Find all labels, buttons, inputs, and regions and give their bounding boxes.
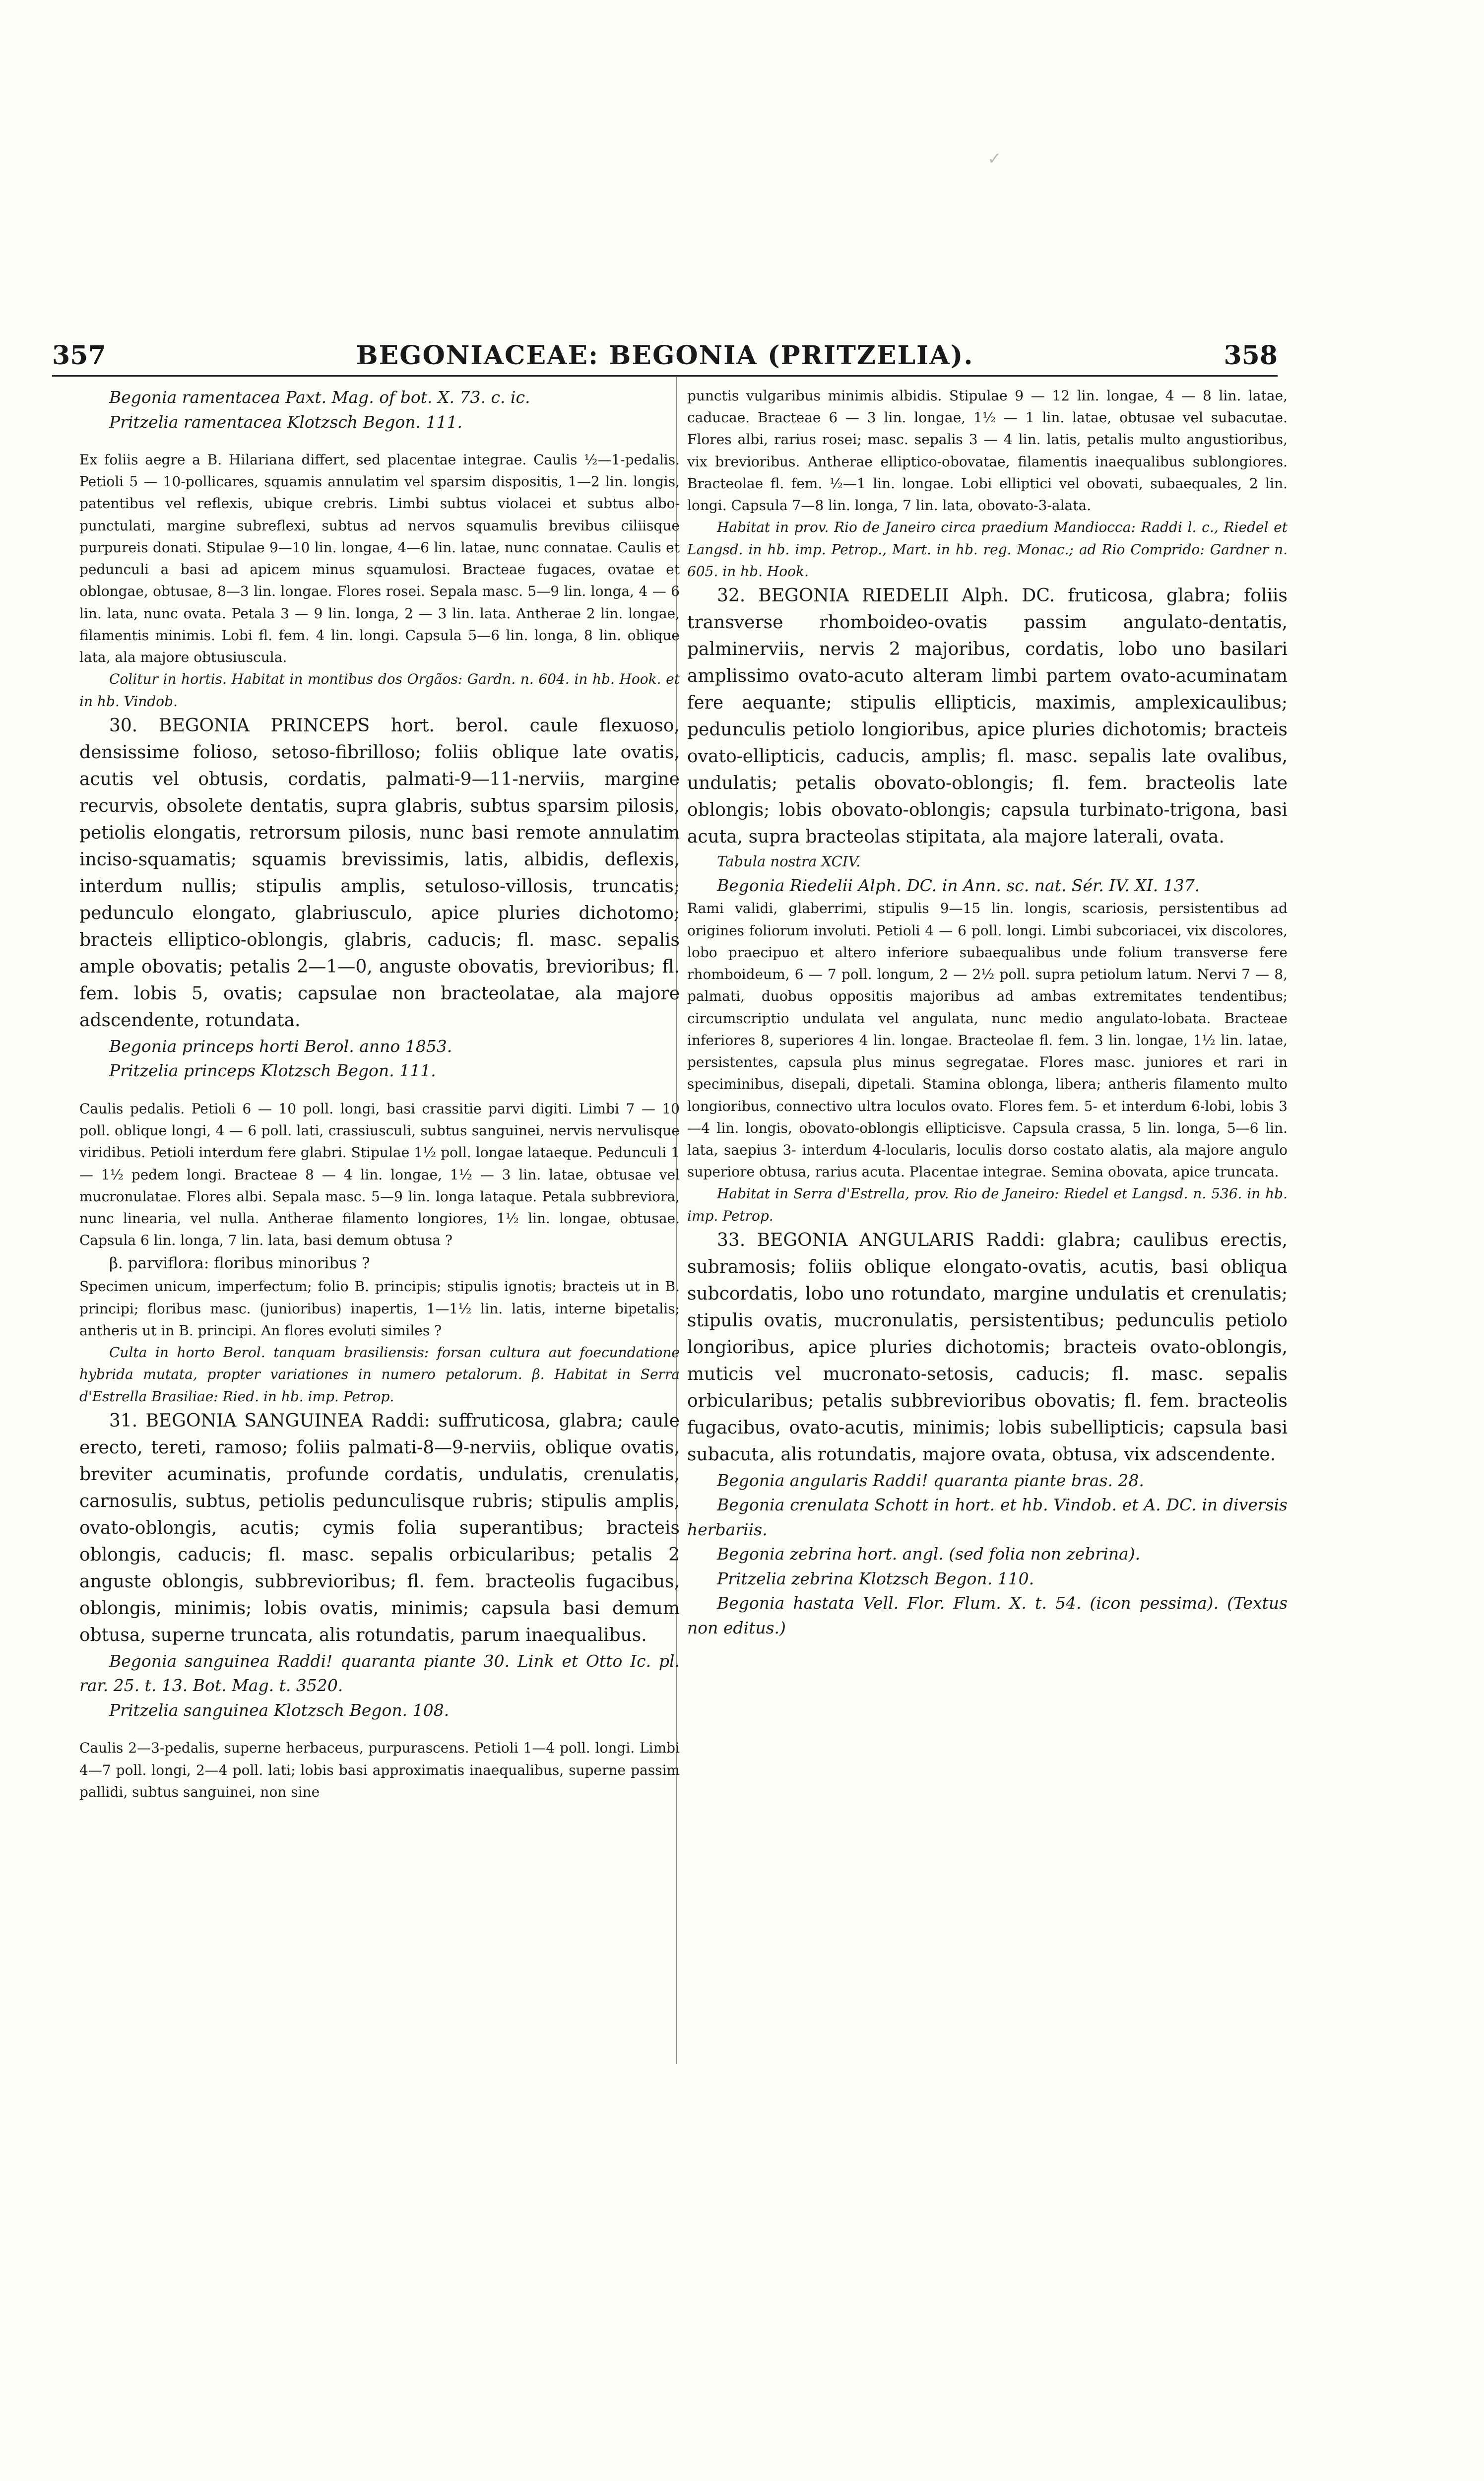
synonyms-angularis	[687, 1468, 1288, 1640]
species-32-riedelii: 32. BEGONIA RIEDELII Alph. DC. fruticosa, glabra; foliis transverse rhomboideo-ovatis passim angulato-dentatis, palminerviis, nervis 2 majoribus, cordatis, lobo uno basilari amplissimo ovato-acuto alteram limbi partem ovato-acuminatam fere aequante; stipulis ellipticis, maximis, amplexicaulibus; pedunculis petiolo longioribus, apice pluries dichotomis; bracteis ovato-ellipticis, caducis, amplis; fl. masc. sepalis late ovalibus, undulatis; petalis obovato-oblongis; fl. fem. bracteolis late oblongis; lobis obovato-oblongis; capsula turbinato-trigona, basi acuta, supra bracteolas stipitata, ala majore laterali, ovata.	[687, 586, 1288, 848]
page-number-right: 358	[1224, 340, 1278, 371]
running-title: BEGONIACEAE: BEGONIA (PRITZELIA).	[356, 340, 974, 371]
page-number-left: 357	[52, 340, 106, 371]
description-parviflora: Specimen unicum, imperfectum; folio B. principis; stipulis ignotis; bracteis ut in B. principi; floribus masc. (junioribus) inapertis, 1—1½ lin. latis, interne bipetalis; antheris ut in B. principi. An flores evoluti similes ?	[79, 1278, 680, 1339]
scan-mark: ✓	[987, 149, 1002, 169]
description-riedelii: Rami validi, glaberrimi, stipulis 9—15 lin. longis, scariosis, persistentibus ad origines foliorum involuti. Petioli 4 — 6 poll. longi. Limbi subcoriacei, vix discolores, lobo praecipuo et altero inferiore subaequalibus unde folium transverse fere rhomboideum, 6 — 7 poll. longum, 2 — 2½ poll. supra petiolum latum. Nervi 7 — 8, palmati, duobus oppositis majoribus ad ambas extremitates tendentibus; circumscriptio undulata vel angulata, nunc medio angulato-lobata. Bracteae inferiores 8, superiores 4 lin. longae. Bracteolae fl. fem. 3 lin. longae, 1½ lin. latae, persistentes, capsula plus minus segregatae. Flores masc. juniores et rari in speciminibus, disepali, dipetali. Stamina oblonga, libera; antheris filamento multo longioribus, connectivo ultra loculos ovato. Flores fem. 5- et interdum 6-lobi, lobis 3—4 lin. longis, obovato-oblongis ellipticisve. Capsula crassa, 5 lin. longa, 5—6 lin. lata, saepius 3- interdum 4-locularis, loculis dorso costato alatis, ala majore angulo superiore obtusa, rarius acuta. Placentae integrae. Semina obovata, apice truncata.	[687, 900, 1288, 1180]
synonym: Begonia zebrina hort. angl. (sed folia non zebrina).	[717, 1544, 1141, 1564]
synonym: Begonia hastata Vell. Flor. Flum. X. t. 54. (icon pessima). (Textus non editus.)	[687, 1593, 1288, 1637]
species-33-angularis: 33. BEGONIA ANGULARIS Raddi: glabra; caulibus erectis, subramosis; foliis oblique elongato-ovatis, acutis, basi obliqua subcordatis, lobo uno rotundato, margine undulatis et crenulatis; stipulis ovatis, mucronulatis, persistentibus; pedunculis petiolo longioribus, apice pluries dichotomis; bracteis ovato-oblongis, muticis vel mucronato-setosis, caducis; fl. masc. sepalis orbicularibus; petalis subbrevioribus obovatis; fl. fem. bracteolis fugacibus, ovato-acutis, minimis; lobis subellipticis; capsula basi subacuta, alis rotundatis, majore ovata, obtusa, vix adscendente.	[687, 1230, 1288, 1465]
synonyms-sanguinea	[79, 1649, 680, 1723]
left-column	[79, 385, 680, 1803]
synonym: Pritzelia zebrina Klotzsch Begon. 110.	[717, 1568, 1034, 1588]
synonym: Pritzelia sanguinea Klotzsch Begon. 108.	[109, 1700, 450, 1720]
species-30-princeps: 30. BEGONIA PRINCEPS hort. berol. caule flexuoso, densissime folioso, setoso-fibrilloso; foliis oblique late ovatis, acutis vel obtusis, cordatis, palmati-9—11-nerviis, margine recurvis, obsolete dentatis, supra glabris, subtus sparsim pilosis, petiolis elongatis, retrorsum pilosis, nunc basi remote annulatim inciso-squamatis; squamis brevissimis, latis, albidis, deflexis, interdum nullis; stipulis amplis, setuloso-villosis, truncatis; pedunculo elongato, glabriusculo, apice pluries dichotomo; bracteis elliptico-oblongis, glabris, caducis; fl. masc. sepalis ample obovatis; petalis 2—1—0, anguste obovatis, brevioribus; fl. fem. lobis 5, ovatis; capsulae non bracteolatae, ala majore adscendente, rotundata.	[79, 715, 680, 1031]
right-column	[687, 385, 1288, 1640]
page-header	[52, 335, 1278, 377]
synonym: Begonia ramentacea Paxt. Mag. of bot. X. 73. c. ic.	[109, 388, 530, 407]
synonyms-princeps	[79, 1034, 680, 1083]
synonym: Begonia princeps horti Berol. anno 1853.	[109, 1036, 452, 1056]
synonym: Begonia sanguinea Raddi! quaranta piante 30. Link et Otto Ic. pl. rar. 25. t. 13. Bot. Mag. t. 3520.	[79, 1651, 680, 1696]
description-princeps: Caulis pedalis. Petioli 6 — 10 poll. longi, basi crassitie parvi digiti. Limbi 7 — 10 poll. oblique longi, 4 — 6 poll. lati, crassiusculi, subtus sanguinei, nervis nervulisque viridibus. Petioli interdum fere glabri. Stipulae 1½ poll. longae lataeque. Pedunculi 1 — 1½ pedem longi. Bracteae 8 — 4 lin. longae, 1½ — 3 lin. latae, obtusae vel mucronulatae. Flores albi. Sepala masc. 5—9 lin. longa lataque. Petala subbreviora, nunc linearia, vel nulla. Antherae filamento longiores, 1½ lin. longae, obtusae. Capsula 6 lin. longa, 7 lin. lata, basi demum obtusa ?	[79, 1100, 680, 1249]
synonyms-ramentacea	[79, 385, 680, 434]
synonym: Begonia crenulata Schott in hort. et hb. Vindob. et A. DC. in diversis herbariis.	[687, 1495, 1288, 1539]
habitat-sanguinea: Habitat in prov. Rio de Janeiro circa praedium Mandiocca: Raddi l. c., Riedel et Langsd. in hb. imp. Petrop., Mart. in hb. reg. Monac.; ad Rio Comprido: Gardner n. 605. in hb. Hook.	[687, 519, 1288, 580]
synonym: Begonia angularis Raddi! quaranta piante bras. 28.	[717, 1470, 1144, 1490]
synonym: Begonia Riedelii Alph. DC. in Ann. sc. nat. Sér. IV. XI. 137.	[717, 875, 1200, 895]
description-ramentacea: Ex foliis aegre a B. Hilariana differt, sed placentae integrae. Caulis ½—1-pedalis. Petioli 5 — 10-pollicares, squamis annulatim vel sparsim dispositis, 1—2 lin. longis, patentibus vel reflexis, ubique crebris. Limbi subtus violacei et subtus albo-punctulati, margine subreflexi, subtus ad nervos squamulis brevibus ciliisque purpureis donati. Stipulae 9—10 lin. longae, 4—6 lin. latae, nunc connatae. Caulis et pedunculi a basi ad apicem minus squamulosi. Bracteae fugaces, ovatae et oblongae, obtusae, 8—3 lin. longae. Flores rosei. Sepala masc. 5—9 lin. longa, 4 — 6 lin. lata, nunc ovata. Petala 3 — 9 lin. longa, 2 — 3 lin. lata. Antherae 2 lin. longae, filamentis minimis. Lobi fl. fem. 4 lin. longi. Capsula 5—6 lin. longa, 8 lin. oblique lata, ala majore obtusiuscula.	[79, 452, 680, 666]
synonym: Pritzelia princeps Klotzsch Begon. 111.	[109, 1061, 436, 1081]
habitat-princeps: Culta in horto Berol. tanquam brasiliensis: forsan cultura aut foecundatione hybrida mutata, propter variationes in numero petalorum. β. Habitat in Serra d'Estrella Brasiliae: Ried. in hb. imp. Petrop.	[79, 1344, 680, 1405]
synonym: Pritzelia ramentacea Klotzsch Begon. 111.	[109, 412, 462, 432]
plate-reference: Tabula nostra XCIV.	[717, 853, 861, 870]
habitat-ramentacea: Colitur in hortis. Habitat in montibus dos Orgãos: Gardn. n. 604. in hb. Hook. et in hb. Vindob.	[79, 671, 680, 710]
species-31-sanguinea: 31. BEGONIA SANGUINEA Raddi: suffruticosa, glabra; caule erecto, tereti, ramoso; foliis palmati-8—9-nerviis, oblique ovatis, breviter acuminatis, profunde cordatis, undulatis, crenulatis, carnosulis, subtus, petiolis pedunculisque rubris; stipulis amplis, ovato-oblongis, acutis; cymis folia superantibus; bracteis oblongis, caducis; fl. masc. sepalis orbicularibus; petalis 2 anguste oblongis, subbrevioribus; fl. fem. bracteolis fugacibus, oblongis, minimis; lobis ovatis, minimis; capsula basi demum obtusa, superne truncata, alis rotundatis, parum inaequalibus.	[79, 1410, 680, 1645]
habitat-riedelii: Habitat in Serra d'Estrella, prov. Rio de Janeiro: Riedel et Langsd. n. 536. in hb. imp. Petrop.	[687, 1185, 1288, 1224]
variety-parviflora: β. parviflora: floribus minoribus ?	[109, 1254, 370, 1273]
description-sanguinea: Caulis 2—3-pedalis, superne herbaceus, purpurascens. Petioli 1—4 poll. longi. Limbi 4—7 poll. longi, 2—4 poll. lati; lobis basi approximatis inaequalibus, superne passim pallidi, subtus sanguinei, non sine	[79, 1740, 680, 1800]
description-sanguinea-cont: punctis vulgaribus minimis albidis. Stipulae 9 — 12 lin. longae, 4 — 8 lin. latae, caducae. Bracteae 6 — 3 lin. longae, 1½ — 1 lin. latae, obtusae vel subacutae. Flores albi, rarius rosei; masc. sepalis 3 — 4 lin. latis, petalis multo angustioribus, vix brevioribus. Antherae elliptico-obovatae, filamentis inaequalibus sublongiores. Bracteolae fl. fem. ½—1 lin. longae. Lobi elliptici vel obovati, subaequales, 2 lin. longi. Capsula 7—8 lin. longa, 7 lin. lata, obovato-3-alata.	[687, 388, 1288, 514]
